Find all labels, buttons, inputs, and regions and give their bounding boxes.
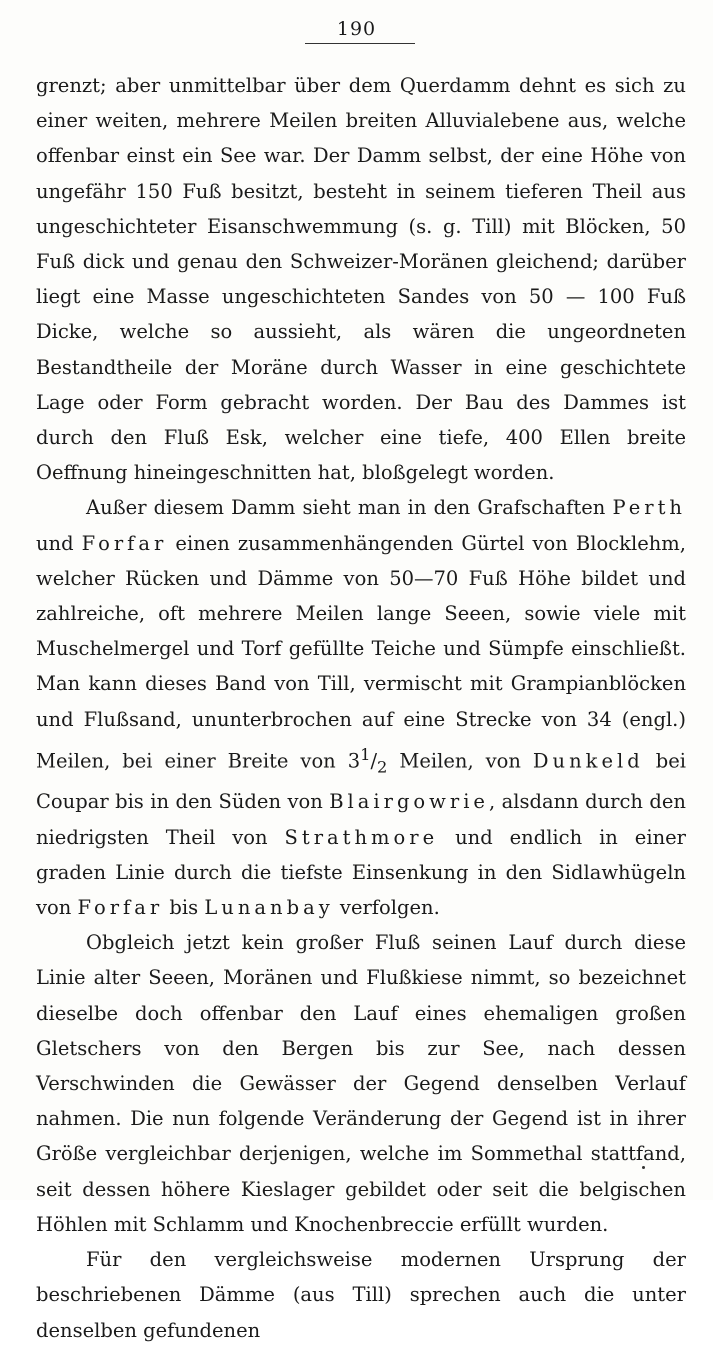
text-segment: Meilen, von: [387, 749, 533, 773]
paragraph-4: Für den vergleichsweise modernen Ursprung der beschriebenen Dämme (aus Till) sprechen auch die unter denselben gefundenen: [36, 1248, 686, 1342]
fraction-numerator: 1: [360, 744, 371, 764]
text-segment: verfolgen.: [333, 896, 440, 920]
ink-speck: [642, 1166, 645, 1169]
paragraph-3: Obgleich jetzt kein großer Fluß seinen Lauf durch diese Linie alter Seeen, Moränen und Flußkiese nimmt, so bezeichnet dieselbe doch offenbar den Lauf eines ehemaligen großen Gletschers von den Bergen bis zur See, nach dessen Verschwinden die Gewässer der Gegend denselben Verlauf nahmen. Die nun folgende Veränderung der Gegend ist in ihrer Größe vergleichbar derjenigen, welche im Sommethal stattfand, seit dessen höhere Kieslager gebildet oder seit die belgischen Höhlen mit Schlamm und Knochenbreccie erfüllt wurden.: [36, 931, 686, 1236]
text-segment: und endlich in einer graden Linie durch die tiefste Einsenkung in den Sidlawhügeln von: [36, 825, 686, 920]
fraction-slash: /: [370, 749, 378, 773]
text-segment: bis in den Süden von: [108, 790, 330, 814]
text-segment: , alsdann durch den niedrigsten Theil von: [36, 790, 686, 849]
body-text: [36, 68, 686, 1348]
place-name-dunkeld: Dunkeld: [532, 749, 644, 773]
place-name-perth: Perth: [612, 496, 686, 520]
text-segment: bei: [643, 749, 686, 773]
text-segment: und: [36, 531, 82, 555]
place-name-lunanbay: Lunanbay: [204, 896, 334, 920]
place-name-blairgowrie: Blairgowrie: [329, 790, 489, 814]
place-name-coupar: Coupar: [36, 790, 109, 814]
place-name-strathmore: Strathmore: [284, 825, 439, 849]
text-segment: Außer diesem Damm sieht man in den Grafschaften: [86, 496, 613, 520]
header-rule: [305, 43, 415, 44]
paragraph-2: [36, 490, 686, 925]
fraction-denominator: 2: [377, 757, 388, 777]
paragraph-1: grenzt; aber unmittelbar über dem Querdamm dehnt es sich zu einer weiten, mehrere Meilen breiten Alluvialebene aus, welche offenbar einst ein See war. Der Damm selbst, der eine Höhe von ungefähr 150 Fuß besitzt, besteht in seinem tieferen Theil aus ungeschichteter Eisanschwemmung (s. g. Till) mit Blöcken, 50 Fuß dick und genau den Schweizer-Moränen gleichend; darüber liegt eine Masse ungeschichteten Sandes von 50 — 100 Fuß Dicke, welche so aussieht, als wären die ungeordneten Bestandtheile der Moräne durch Wasser in eine geschichtete Lage oder Form gebracht worden. Der Bau des Dammes ist durch den Fluß Esk, welcher eine tiefe, 400 Ellen breite Oeffnung hineingeschnitten hat, bloßgelegt worden.: [36, 74, 686, 485]
place-name-forfar: Forfar: [81, 531, 168, 555]
place-name-forfar-2: Forfar: [77, 896, 164, 920]
text-segment: einen zusammenhängenden Gürtel von Blocklehm, welcher Rücken und Dämme von 50—70 Fuß Höhe bildet und zahlreiche, oft mehrere Meilen lange Seeen, sowie viele mit Muschelmergel und Torf gefüllte Teiche und Sümpfe einschließt. Man kann dieses Band von Till, vermischt mit Grampianblöcken und Flußsand, ununterbrochen auf eine Strecke von 34 (engl.) Meilen, bei einer Breite von 3: [36, 531, 686, 773]
text-segment: bis: [163, 896, 205, 920]
page-number: 190: [336, 18, 377, 40]
